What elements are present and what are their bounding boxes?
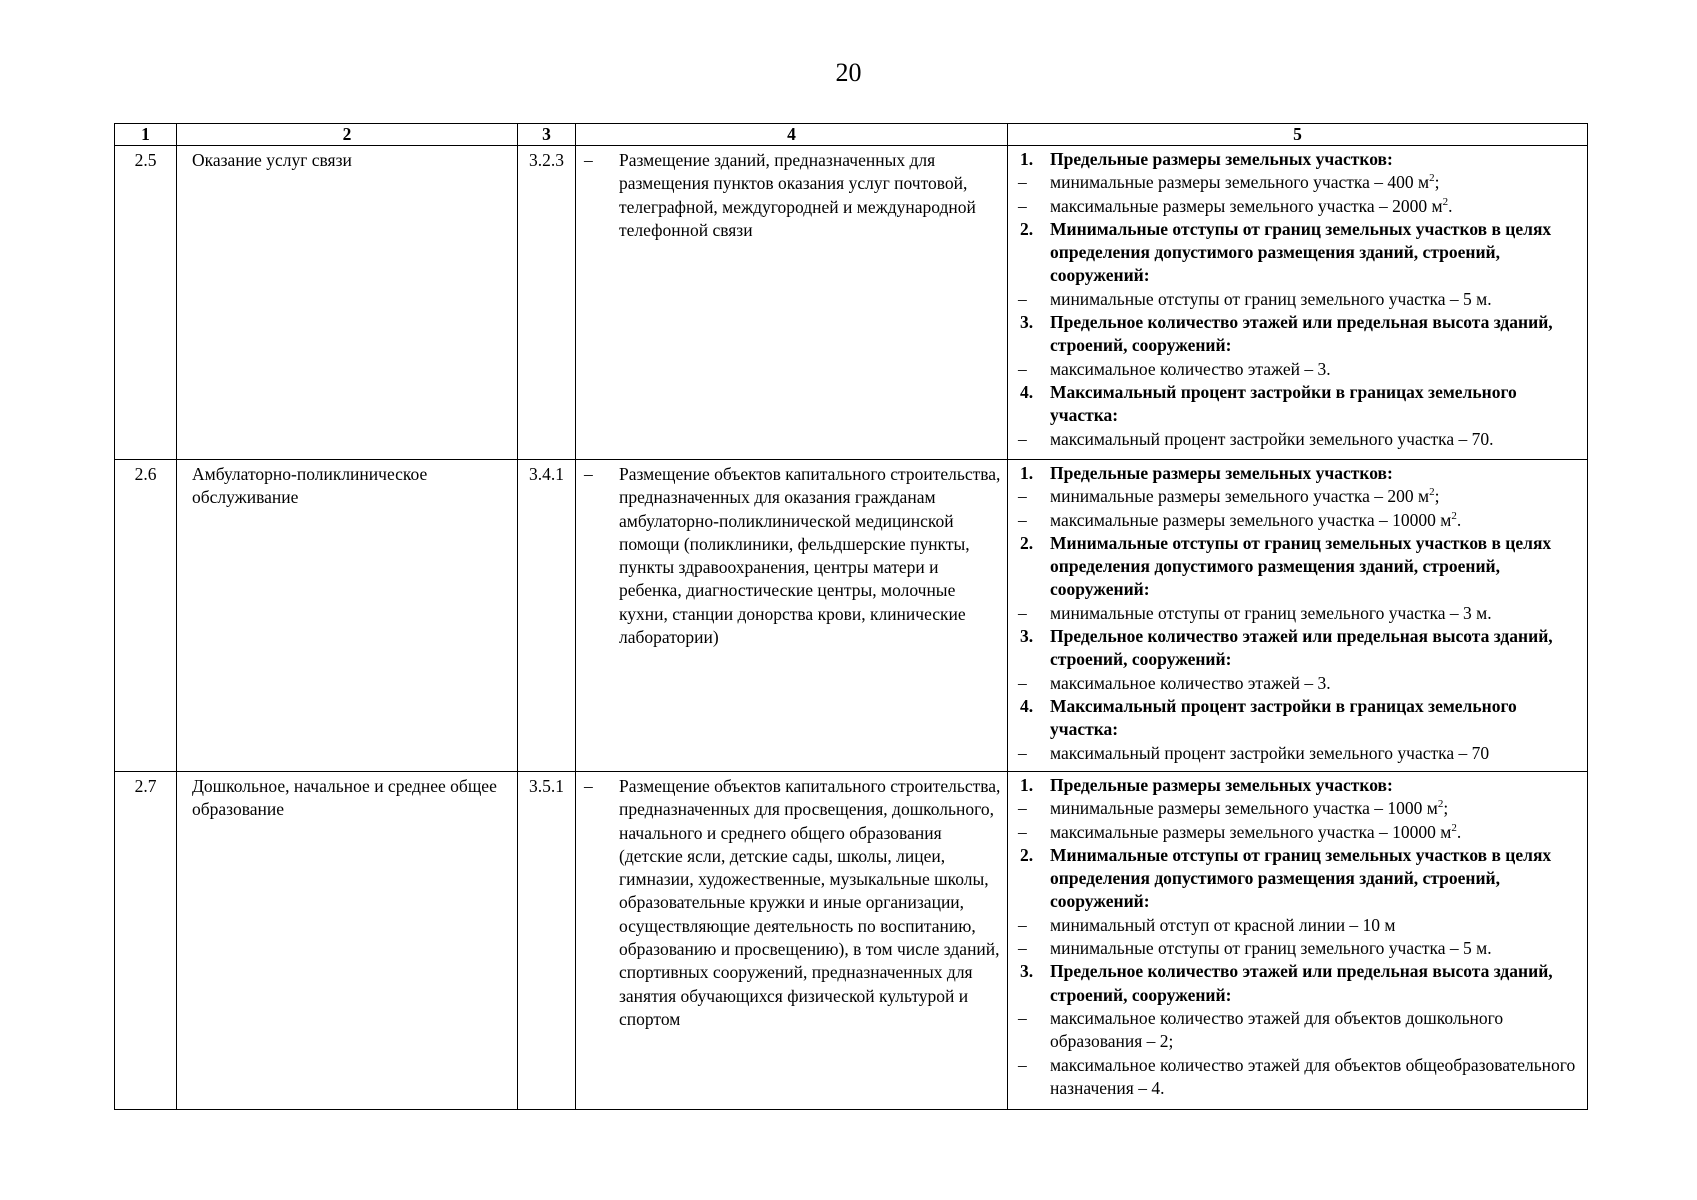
header-col-3: 3 (518, 124, 576, 146)
regulations-table (114, 123, 1588, 1110)
requirement-text: минимальные размеры земельного участка – 1000 м (1050, 798, 1438, 819)
requirement-text-wrap (1050, 1007, 1581, 1054)
requirement-item (1018, 288, 1581, 311)
land-use-code-cell: 3.4.1 (518, 460, 576, 772)
requirement-marker: 4. (1020, 695, 1034, 716)
requirement-text: Предельные размеры земельных участков: (1050, 775, 1393, 795)
requirement-marker: – (1018, 914, 1027, 935)
requirement-text-wrap (1050, 428, 1581, 451)
requirement-marker: 4. (1020, 381, 1034, 402)
description-block (584, 775, 1001, 1031)
requirement-punctuation: ; (1434, 172, 1440, 193)
requirement-text-wrap (1050, 774, 1581, 797)
requirements-cell (1008, 460, 1588, 772)
requirement-marker: 2. (1020, 844, 1034, 865)
requirement-text: максимальное количество этажей – 3. (1050, 358, 1331, 379)
requirement-text: максимальное количество этажей – 3. (1050, 672, 1331, 693)
requirement-text-wrap (1050, 381, 1581, 428)
requirement-item (1018, 914, 1581, 937)
requirement-item (1018, 937, 1581, 960)
requirement-marker: 3. (1020, 961, 1034, 982)
requirement-marker: – (1018, 428, 1027, 449)
requirement-marker: – (1018, 1054, 1027, 1075)
description-dash: – (584, 150, 593, 170)
description-cell (576, 146, 1008, 460)
header-col-5: 5 (1008, 124, 1588, 146)
requirement-text: Предельное количество этажей или предельная высота зданий, строений, сооружений: (1050, 626, 1553, 670)
requirement-item (1018, 821, 1581, 844)
requirement-item (1018, 171, 1581, 194)
requirement-marker: – (1018, 602, 1027, 623)
requirement-text-wrap (1050, 960, 1581, 1007)
requirement-text: Минимальные отступы от границ земельных участков в целях определения допустимого размещения зданий, строений, сооружений: (1050, 218, 1552, 286)
requirement-text: максимальные размеры земельного участка – 10000 м (1050, 509, 1452, 530)
requirement-marker: 3. (1020, 626, 1034, 647)
requirement-punctuation: ; (1434, 486, 1440, 507)
table-row (115, 146, 1588, 460)
table-row (115, 460, 1588, 772)
requirement-text: минимальные отступы от границ земельного участка – 5 м. (1050, 288, 1492, 309)
requirement-text: Максимальный процент застройки в границах земельного участка: (1050, 381, 1517, 426)
requirement-text-wrap (1050, 288, 1581, 311)
requirement-text: максимальное количество этажей для объектов общеобразовательного назначения – 4. (1050, 1054, 1576, 1098)
requirement-text: максимальное количество этажей для объектов дошкольного образования – 2; (1050, 1007, 1504, 1052)
requirement-item (1018, 602, 1581, 625)
requirement-heading (1018, 625, 1581, 672)
requirement-text-wrap (1050, 821, 1581, 844)
requirement-marker: – (1018, 509, 1027, 530)
requirement-heading (1018, 695, 1581, 742)
description-text: Размещение зданий, предназначенных для размещения пунктов оказания услуг почтовой, телеграфной, междугородней и международной телефонной связи (619, 150, 976, 240)
requirement-marker: – (1018, 938, 1027, 959)
requirement-heading (1018, 311, 1581, 358)
description-dash: – (584, 776, 593, 796)
requirement-text-wrap (1050, 1054, 1581, 1101)
requirement-item (1018, 742, 1581, 765)
requirement-text: Предельное количество этажей или предельная высота зданий, строений, сооружений: (1050, 961, 1553, 1005)
requirement-text: максимальный процент застройки земельного участка – 70 (1050, 742, 1490, 763)
requirement-text-wrap (1050, 695, 1581, 742)
requirement-marker: – (1018, 358, 1027, 379)
page-number: 20 (835, 58, 862, 87)
requirement-marker: – (1018, 195, 1027, 216)
requirement-text-wrap (1050, 509, 1581, 532)
requirement-text-wrap (1050, 485, 1581, 508)
requirement-text: минимальные размеры земельного участка – 200 м (1050, 486, 1430, 507)
requirement-text: минимальные отступы от границ земельного участка – 5 м. (1050, 938, 1492, 959)
requirement-marker: 2. (1020, 218, 1034, 239)
requirement-marker: – (1018, 288, 1027, 309)
requirement-item (1018, 1054, 1581, 1101)
land-use-code-cell: 3.2.3 (518, 146, 576, 460)
requirement-marker: 1. (1020, 775, 1034, 795)
requirement-item (1018, 485, 1581, 508)
requirement-text: минимальные размеры земельного участка – 400 м (1050, 172, 1430, 193)
requirement-text-wrap (1050, 532, 1581, 602)
requirement-marker: – (1018, 486, 1027, 507)
requirement-text: Минимальные отступы от границ земельных участков в целях определения допустимого размещения зданий, строений, сооружений: (1050, 844, 1552, 912)
requirement-heading (1018, 844, 1581, 914)
unit-superscript: 2 (1451, 509, 1457, 522)
description-text: Размещение объектов капитального строительства, предназначенных для оказания гражданам амбулаторно-поликлинической медицинской помощи (поликлиники, фельдшерские пункты, пункты здравоохранения, центры матери и ребенка, диагностические центры, молочные кухни, станции донорства крови, клинические лаборатории) (619, 464, 1001, 648)
requirement-text-wrap (1050, 797, 1581, 820)
row-number-cell: 2.7 (115, 772, 177, 1110)
requirement-item (1018, 428, 1581, 451)
table-row (115, 772, 1588, 1110)
requirement-text: Предельное количество этажей или предельная высота зданий, строений, сооружений: (1050, 312, 1553, 356)
requirement-punctuation: . (1456, 821, 1462, 842)
requirement-heading (1018, 960, 1581, 1007)
requirement-marker: 1. (1020, 463, 1034, 483)
requirement-marker: – (1018, 798, 1027, 819)
requirement-text-wrap (1050, 672, 1581, 695)
requirement-text: минимальные отступы от границ земельного участка – 3 м. (1050, 602, 1492, 623)
requirement-marker: – (1018, 672, 1027, 693)
requirement-heading (1018, 381, 1581, 428)
requirement-marker: 3. (1020, 312, 1034, 333)
requirement-text-wrap (1050, 844, 1581, 914)
requirements-cell (1008, 772, 1588, 1110)
requirement-heading (1018, 532, 1581, 602)
requirement-text-wrap (1050, 358, 1581, 381)
land-use-name-cell: Дошкольное, начальное и среднее общее образование (177, 772, 518, 1110)
unit-superscript: 2 (1437, 798, 1444, 811)
requirement-item (1018, 509, 1581, 532)
requirement-marker: – (1018, 742, 1027, 763)
requirement-marker: 1. (1020, 149, 1034, 169)
requirement-heading (1018, 462, 1581, 485)
requirement-punctuation: . (1448, 195, 1453, 216)
requirement-item (1018, 195, 1581, 218)
requirement-text-wrap (1050, 742, 1581, 765)
description-block (584, 149, 1001, 242)
requirement-marker: – (1018, 1007, 1027, 1028)
requirement-text-wrap (1050, 195, 1581, 218)
requirement-text-wrap (1050, 625, 1581, 672)
requirement-item (1018, 797, 1581, 820)
requirement-marker: – (1018, 821, 1027, 842)
requirement-heading (1018, 218, 1581, 288)
row-number-cell: 2.6 (115, 460, 177, 772)
requirement-text: максимальный процент застройки земельного участка – 70. (1050, 428, 1494, 449)
requirement-text-wrap (1050, 171, 1581, 194)
row-number-cell: 2.5 (115, 146, 177, 460)
land-use-name-cell: Амбулаторно-поликлиническое обслуживание (177, 460, 518, 772)
requirement-punctuation: . (1456, 509, 1462, 530)
requirement-text-wrap (1050, 602, 1581, 625)
header-col-2: 2 (177, 124, 518, 146)
requirement-text-wrap (1050, 462, 1581, 485)
header-row (115, 124, 1588, 146)
description-cell (576, 772, 1008, 1110)
requirement-text: минимальный отступ от красной линии – 10 м (1050, 914, 1396, 935)
requirement-text-wrap (1050, 914, 1581, 937)
requirement-heading (1018, 148, 1581, 171)
requirement-text: Предельные размеры земельных участков: (1050, 149, 1393, 169)
requirement-text: Предельные размеры земельных участков: (1050, 463, 1393, 483)
requirement-marker: 2. (1020, 532, 1034, 553)
header-col-1: 1 (115, 124, 177, 146)
unit-superscript: 2 (1451, 821, 1457, 834)
unit-superscript: 2 (1429, 172, 1435, 185)
requirements-cell (1008, 146, 1588, 460)
requirement-text-wrap (1050, 937, 1581, 960)
requirement-heading (1018, 774, 1581, 797)
requirement-text: максимальные размеры земельного участка – 10000 м (1050, 821, 1452, 842)
requirement-text: максимальные размеры земельного участка – 2000 м (1050, 195, 1443, 216)
description-block (584, 463, 1001, 649)
unit-superscript: 2 (1429, 486, 1435, 499)
header-col-4: 4 (576, 124, 1008, 146)
description-dash: – (584, 464, 593, 484)
requirement-text: Максимальный процент застройки в границах земельного участка: (1050, 695, 1517, 740)
requirement-punctuation: ; (1443, 798, 1449, 819)
requirement-marker: – (1018, 172, 1027, 193)
description-text: Размещение объектов капитального строительства, предназначенных для просвещения, дошкольного, начального и среднего общего образования (детские ясли, детские сады, школы, лицеи, гимназии, художественные, музыкальные школы, образовательные кружки и иные организации, осуществляющие деятельность по воспитанию, образованию и просвещению), в том числе зданий, спортивных сооружений, предназначенных для занятия обучающихся физической культурой и спортом (619, 776, 1001, 1029)
unit-superscript: 2 (1442, 195, 1449, 208)
requirement-item (1018, 358, 1581, 381)
requirement-text-wrap (1050, 218, 1581, 288)
requirement-item (1018, 672, 1581, 695)
requirement-text-wrap (1050, 148, 1581, 171)
land-use-code-cell: 3.5.1 (518, 772, 576, 1110)
description-cell (576, 460, 1008, 772)
requirement-text: Минимальные отступы от границ земельных участков в целях определения допустимого размещения зданий, строений, сооружений: (1050, 532, 1552, 600)
requirement-item (1018, 1007, 1581, 1054)
requirement-text-wrap (1050, 311, 1581, 358)
land-use-name-cell: Оказание услуг связи (177, 146, 518, 460)
